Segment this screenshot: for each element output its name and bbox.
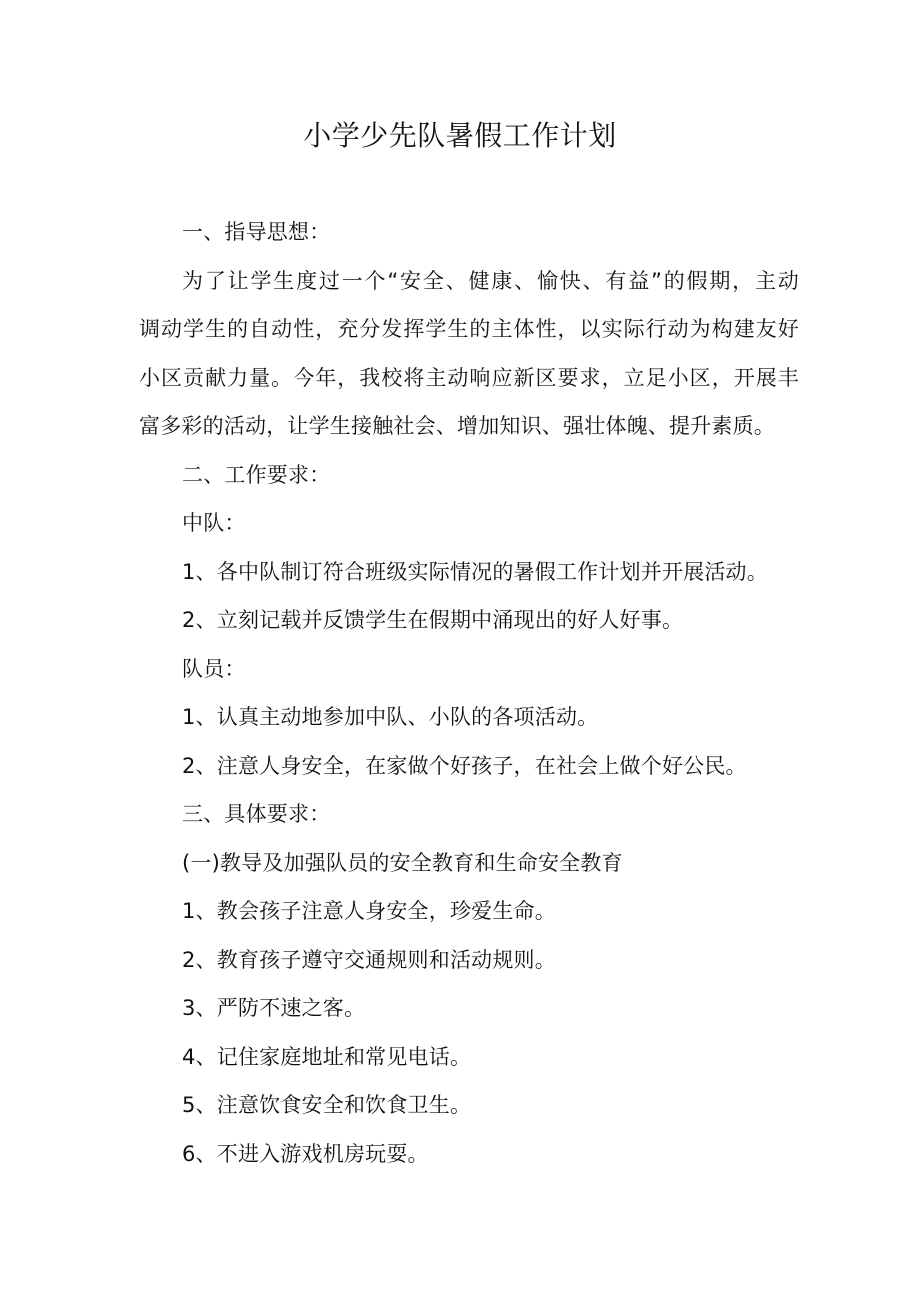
- list-item: 6、不进入游戏机房玩耍。: [182, 1141, 429, 1166]
- list-item: 2、注意人身安全，在家做个好孩子，在社会上做个好公民。: [182, 753, 747, 778]
- list-item: 1、各中队制订符合班级实际情况的暑假工作计划并开展活动。: [182, 559, 768, 584]
- list-item: 1、教会孩子注意人身安全，珍爱生命。: [182, 899, 556, 923]
- list-item: 5、注意饮食安全和饮食卫生。: [182, 1093, 472, 1117]
- section-heading-guiding-ideology: 一、指导思想：: [182, 220, 331, 244]
- document-body: [139, 208, 799, 1178]
- squadron-label: 中队：: [182, 511, 246, 535]
- paragraph-line: 小区贡献力量。今年，我校将主动响应新区要求，立足小区，开展丰: [139, 365, 799, 390]
- paragraph-line: 富多彩的活动，让学生接触社会、增加知识、强壮体魄、提升素质。: [139, 414, 775, 438]
- list-item: 2、立刻记载并反馈学生在假期中涌现出的好人好事。: [182, 608, 684, 632]
- list-item: 2、教育孩子遵守交通规则和活动规则。: [182, 947, 556, 972]
- list-item: 4、记住家庭地址和常见电话。: [182, 1044, 472, 1069]
- list-item: 3、严防不速之客。: [182, 996, 366, 1020]
- paragraph-line: 调动学生的自动性，充分发挥学生的主体性，以实际行动为构建友好: [139, 317, 799, 341]
- document-title: 小学少先队暑假工作计划: [303, 119, 617, 152]
- section-heading-work-requirements: 二、工作要求：: [182, 462, 331, 487]
- member-label: 队员：: [182, 656, 246, 681]
- section-heading-specific-requirements: 三、具体要求：: [182, 802, 331, 826]
- paragraph-line: 为了让学生度过一个“安全、健康、愉快、有益”的假期，主动: [182, 268, 799, 293]
- sub-section-heading: (一)教导及加强队员的安全教育和生命安全教育: [182, 850, 623, 875]
- list-item: 1、认真主动地参加中队、小队的各项活动。: [182, 705, 599, 729]
